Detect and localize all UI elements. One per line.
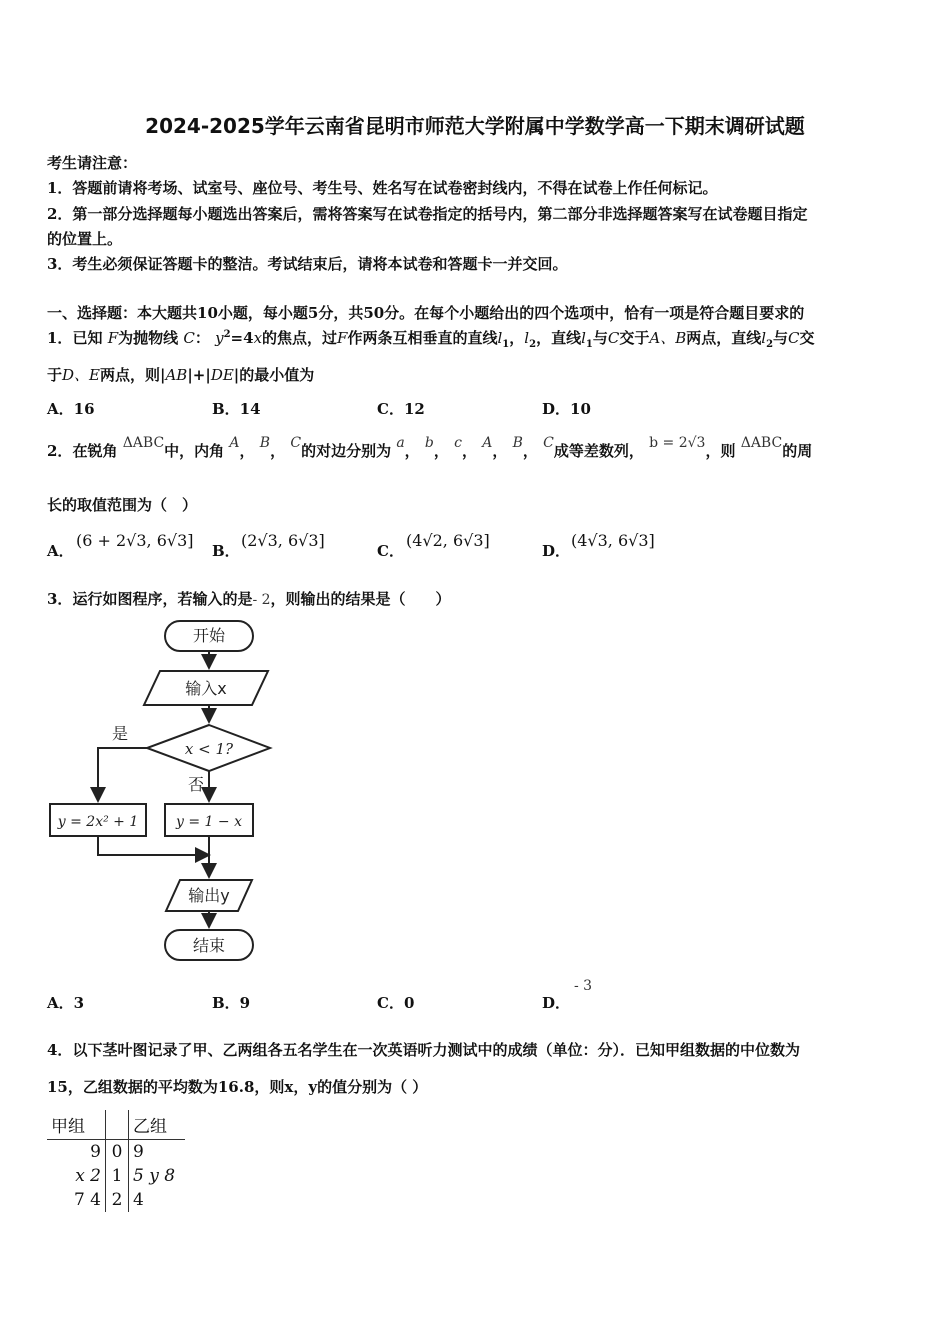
flow-no-label: 否: [187, 775, 205, 794]
flow-left-process-label: y = 2x² + 1: [57, 814, 139, 830]
q1-option-a: A．16: [47, 400, 95, 418]
flow-input-label: 输入x: [185, 679, 227, 698]
q3-option-a: A．3: [47, 994, 85, 1012]
q2-option-a-value: (6 + 2√3, 6√3]: [76, 531, 194, 550]
q2-option-a-label: A．: [47, 542, 74, 560]
flow-decision-label: x < 1?: [184, 740, 234, 758]
notice-item: 的位置上。: [47, 230, 123, 248]
right-group-header: 乙组: [129, 1110, 186, 1140]
flowchart: [40, 615, 290, 970]
right-leaves: 5 y 8: [133, 1166, 176, 1186]
q2-option-c-label: C．: [377, 542, 404, 560]
table-row: [47, 1140, 185, 1165]
stem-leaf-table: [47, 1110, 185, 1212]
flow-output-label: 输出y: [188, 886, 230, 905]
right-leaves: 4: [133, 1190, 144, 1210]
q2-option-b-value: (2√3, 6√3]: [241, 531, 325, 550]
notice-item: 1．答题前请将考场、试室号、座位号、考生号、姓名写在试卷密封线内，不得在试卷上作任何标记。: [47, 179, 718, 197]
left-leaves: 7 4: [73, 1190, 101, 1210]
left-group-header: 甲组: [47, 1110, 106, 1140]
q3-option-b: B．9: [212, 994, 251, 1012]
table-row: [47, 1164, 185, 1188]
right-leaves: 9: [133, 1142, 144, 1162]
left-leaves: 9: [90, 1142, 101, 1162]
left-leaves: x 2: [75, 1166, 101, 1186]
q2-option-b-label: B．: [212, 542, 240, 560]
stem-value: 0: [106, 1140, 129, 1165]
flow-end-label: 结束: [192, 936, 226, 955]
stem-value: 1: [106, 1164, 129, 1188]
question-2-line-1: 2．在锐角 ΔABC中，内角 A， B， C的对边分别为 a， b， c， A， B， C成等差数列， b = 2√3，则 ΔABC的周: [47, 435, 813, 460]
flow-start-label: 开始: [192, 626, 226, 645]
section-heading: 一、选择题：本大题共10小题，每小题5分，共50分。在每个小题给出的四个选项中，恰有一项是符合题目要求的: [47, 304, 805, 322]
flow-right-process-label: y = 1 − x: [176, 814, 242, 830]
stem-leaf-plot: [47, 1110, 185, 1212]
q1-option-b: B．14: [212, 400, 261, 418]
q2-option-d-value: (4√3, 6√3]: [571, 531, 655, 550]
flow-arrow-merge: [98, 836, 209, 855]
notice-item: 3．考生必须保证答题卡的整洁。考试结束后，请将本试卷和答题卡一并交回。: [47, 255, 568, 273]
stem-header: [106, 1110, 129, 1140]
q1-option-d: D．10: [542, 400, 591, 418]
stem-value: 2: [106, 1188, 129, 1212]
flow-yes-label: 是: [111, 724, 129, 743]
q1-option-c: C．12: [377, 400, 425, 418]
question-1-line-2: 于D、E两点，则|AB|+|DE|的最小值为: [47, 366, 315, 384]
question-4-line-1: 4．以下茎叶图记录了甲、乙两组各五名学生在一次英语听力测试中的成绩（单位：分）．已知甲组数据的中位数为: [47, 1041, 800, 1059]
question-4-line-2: 15，乙组数据的平均数为16.8，则x，y的值分别为（ ）: [47, 1078, 428, 1096]
q2-option-d-label: D．: [542, 542, 571, 560]
q2-option-c-value: (4√2, 6√3]: [406, 531, 490, 550]
table-row: [47, 1188, 185, 1212]
question-2-line-2: 长的取值范围为（ ）: [47, 496, 198, 514]
notice-heading: 考生请注意：: [47, 154, 138, 172]
page-title: 2024-2025学年云南省昆明市师范大学附属中学数学高一下期末调研试题: [145, 114, 805, 138]
q3-option-d-value: - 3: [574, 978, 593, 994]
question-1-line-1: 1．已知 F为抛物线 C： $y^2=4x$的焦点，过F作两条互相垂直的直线$l_1$，$l_2$，直线$l_1$与C交于A、B两点，直线$l_2$与C交: [47, 329, 815, 350]
q3-option-c: C．0: [377, 994, 415, 1012]
question-3-text: 3．运行如图程序，若输入的是- 2，则输出的结果是（ ）: [47, 590, 451, 608]
q3-option-d: D．: [542, 994, 571, 1012]
notice-item: 2．第一部分选择题每小题选出答案后，需将答案写在试卷指定的括号内，第二部分非选择题答案写在试卷题目指定: [47, 205, 808, 223]
flow-arrow-yes: [98, 748, 147, 801]
